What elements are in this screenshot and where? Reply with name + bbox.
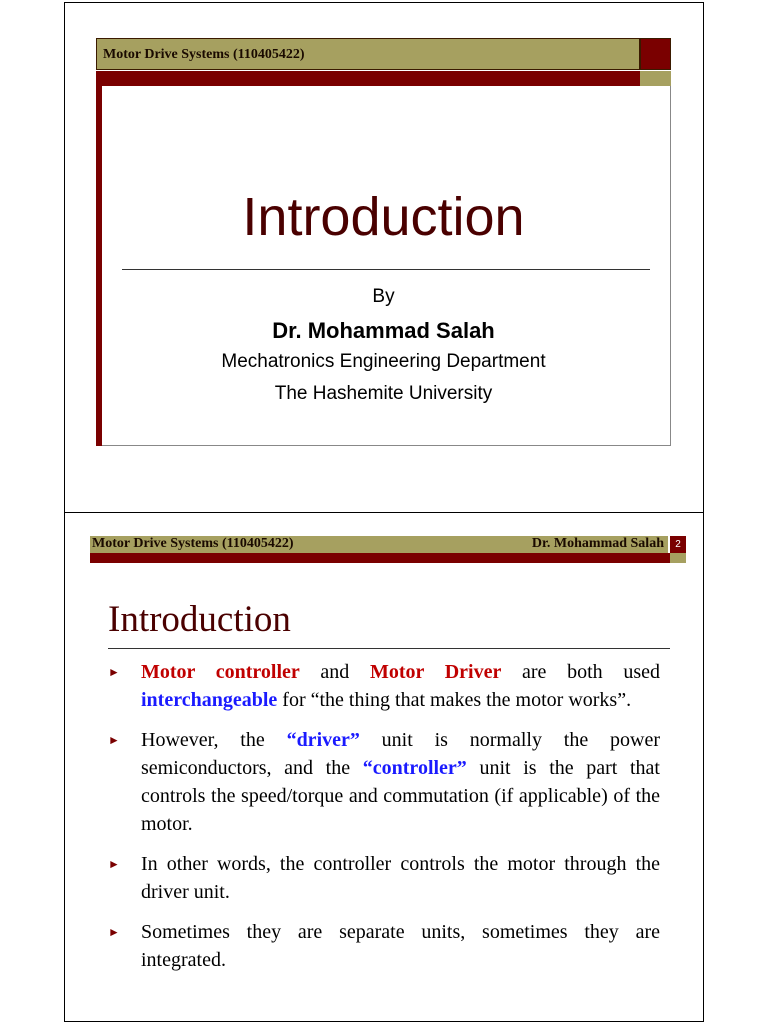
bullet-text: for “the thing that makes the motor works”. [277, 689, 632, 711]
slide2-title-rule [108, 648, 670, 649]
bullet-text: Sometimes they are separate units, sometimes they are integrated. [141, 921, 660, 971]
slide1-author: Dr. Mohammad Salah [272, 318, 495, 343]
slide2-number-badge: 2 [670, 536, 686, 553]
slide2-title: Introduction [108, 599, 291, 640]
bullet-text: However, the [141, 729, 287, 751]
slide2-bullet-list [108, 658, 660, 986]
bullet-text: unit is normally the power semiconductors, and the [141, 729, 661, 779]
bullet-text: In other words, the controller controls the motor through the driver unit. [141, 853, 660, 903]
slide1-header-band-accent [640, 71, 671, 86]
slide1-title: Introduction [242, 187, 525, 247]
bullet-item [108, 726, 660, 838]
bullet-item [108, 918, 660, 974]
slide2-author-label: Dr. Mohammad Salah [531, 536, 664, 551]
bullet-text: are both used [501, 661, 660, 683]
bullet-arrow-icon: ► [108, 925, 120, 939]
term-motor-driver: Motor Driver [369, 661, 502, 683]
slide1-title-rule [122, 269, 650, 270]
term-controller: “controller” [362, 757, 467, 779]
bullet-text: and [299, 661, 370, 683]
slide1-header-accent-square [640, 38, 671, 70]
slide1-university: The Hashemite University [274, 383, 493, 404]
slide1-header-band [96, 71, 640, 86]
bullet-item [108, 658, 660, 714]
slide1-by-label: By [372, 286, 395, 307]
bullet-item [108, 850, 660, 906]
term-driver: “driver” [286, 729, 360, 751]
slide2-header-band-accent [670, 553, 686, 563]
term-motor-controller: Motor controller [141, 661, 300, 683]
bullet-arrow-icon: ► [108, 857, 120, 871]
slide2-header-band [90, 553, 686, 563]
slide1-course-label: Motor Drive Systems (110405422) [103, 47, 305, 62]
slide2-header-bar [90, 536, 668, 553]
bullet-arrow-icon: ► [108, 733, 120, 747]
bullet-arrow-icon: ► [108, 665, 120, 679]
term-interchangeable: interchangeable [141, 689, 278, 711]
slide1-department: Mechatronics Engineering Department [221, 351, 546, 372]
slide1-header-bar [96, 38, 640, 70]
page-divider [64, 512, 704, 513]
bullet-text: unit is the part that controls the speed/torque and commutation (if applicable) of the motor. [141, 757, 660, 835]
slide2-course-label: Motor Drive Systems (110405422) [92, 536, 294, 551]
